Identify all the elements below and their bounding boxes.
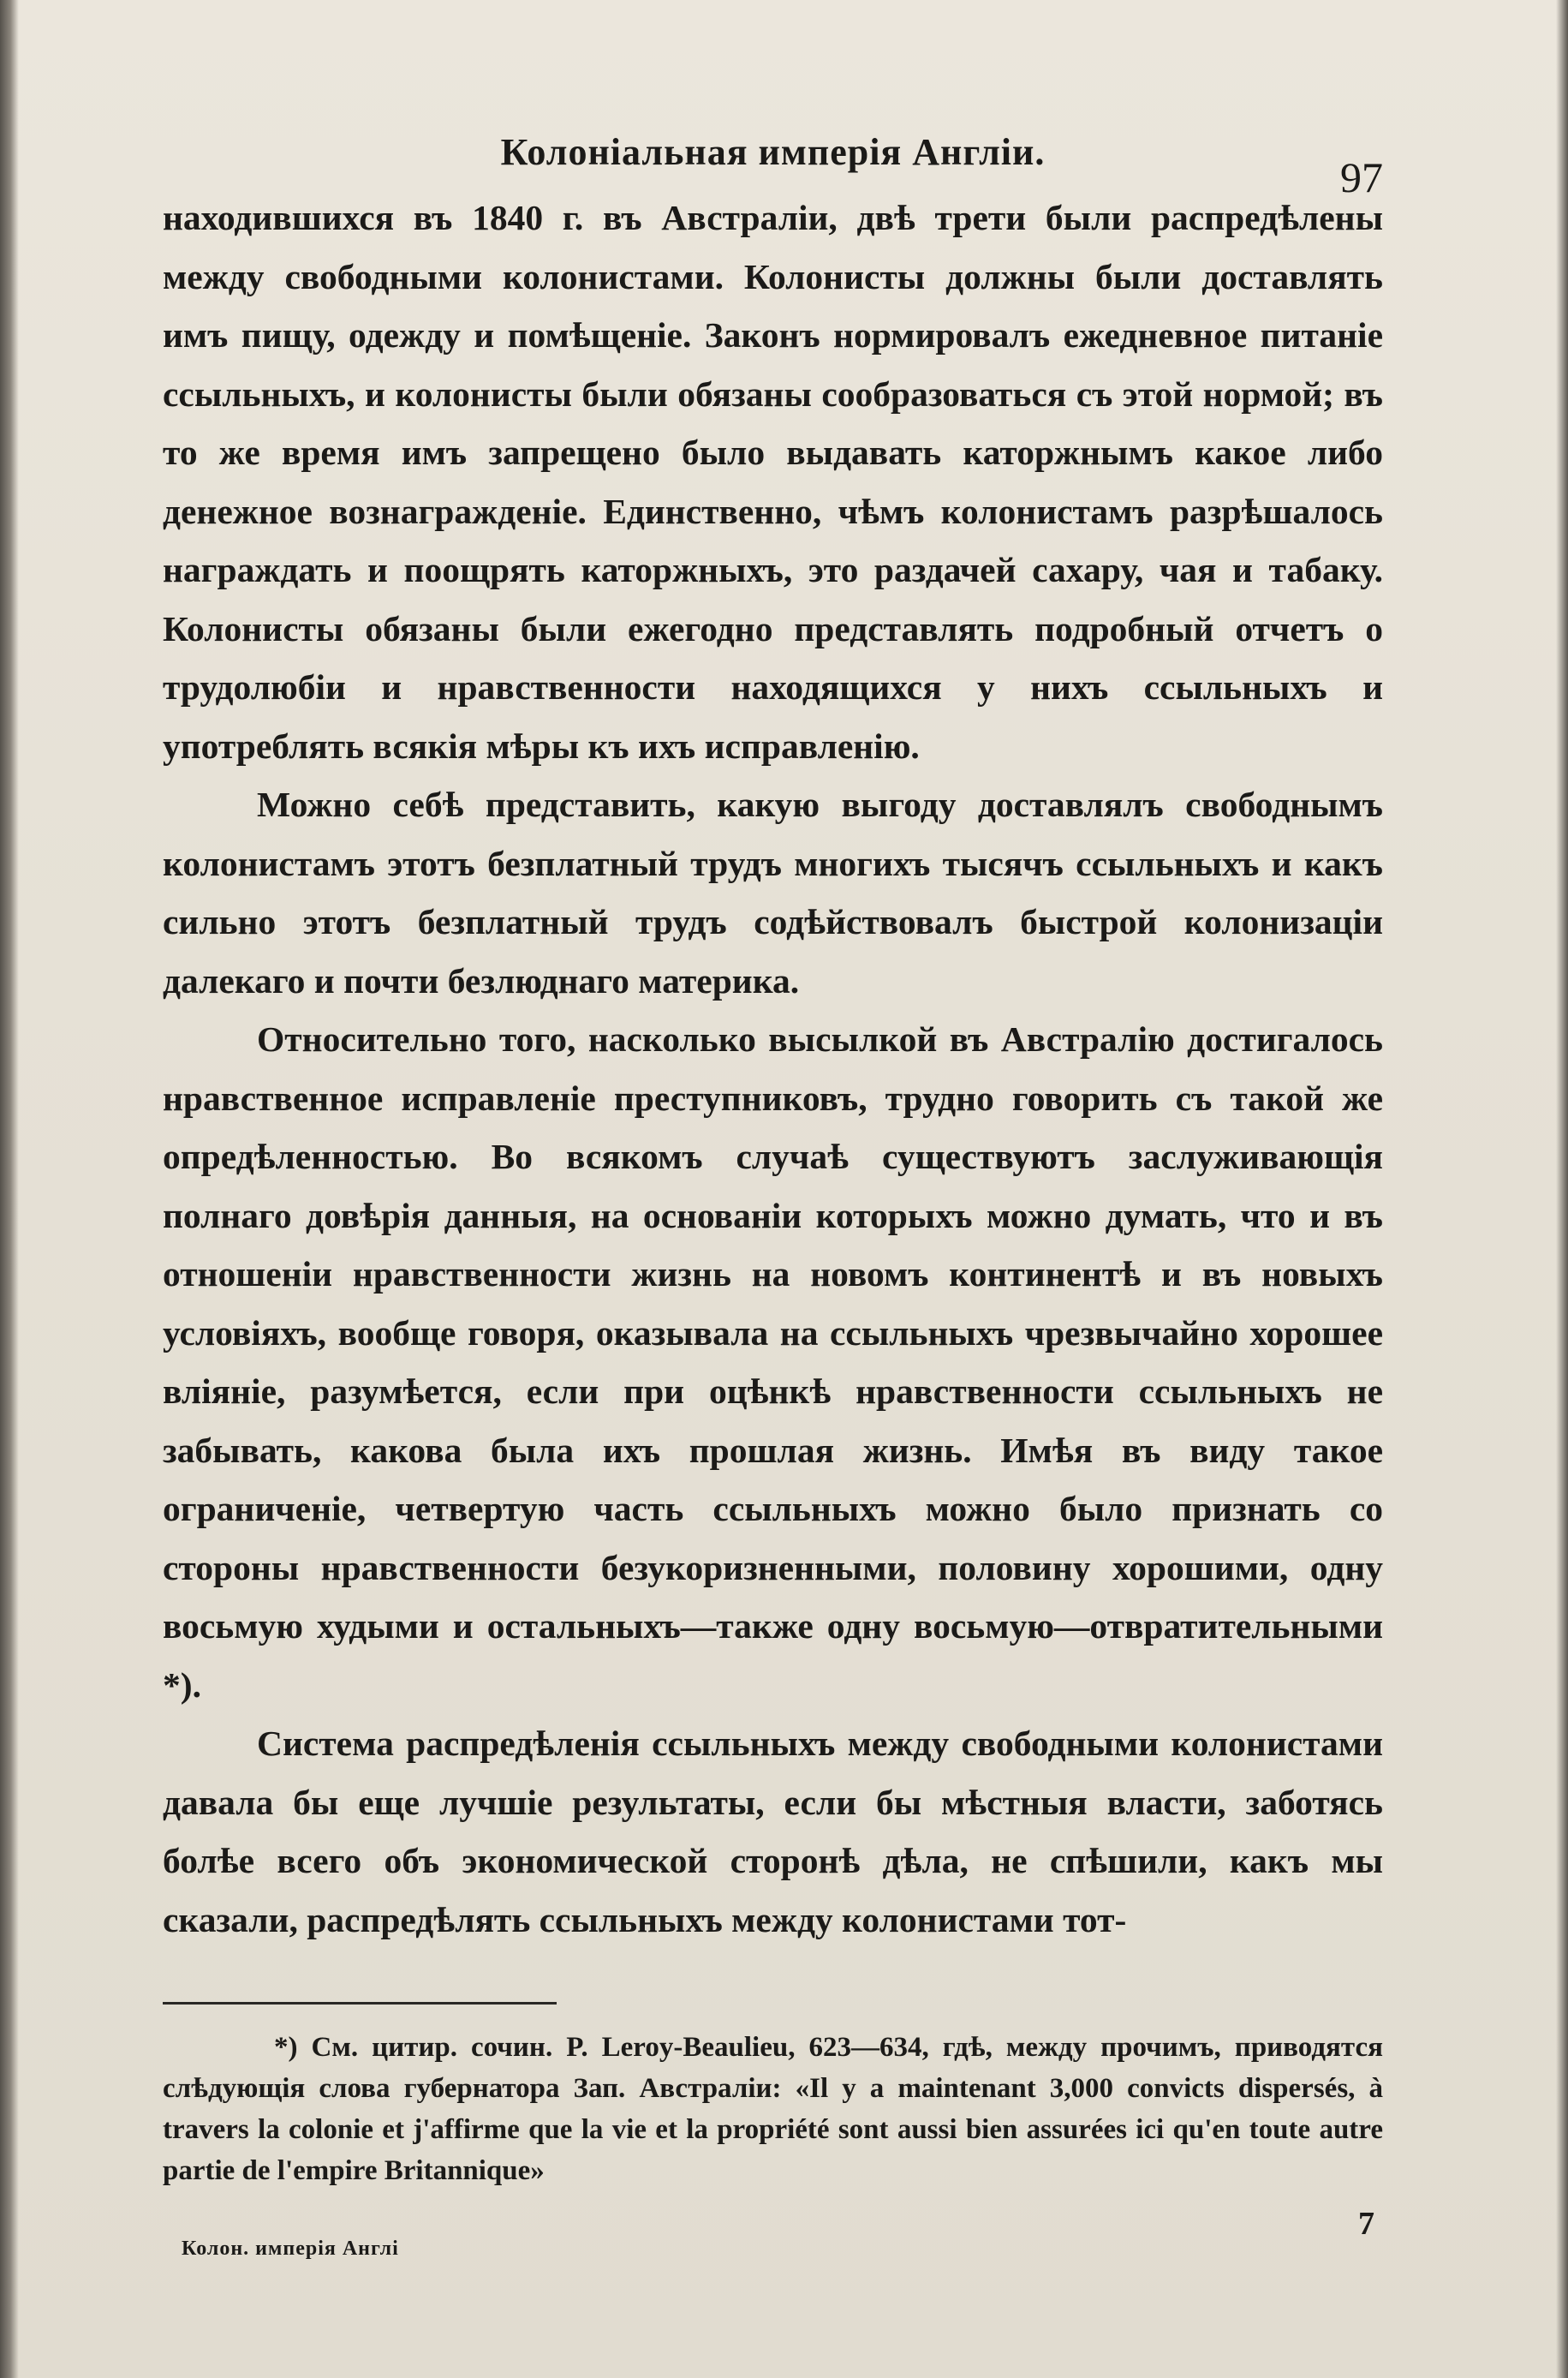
paragraph-continued: находившихся въ 1840 г. въ Австраліи, двѣ трети были распредѣлены между свободными колонистами. Колонисты должны были доставлять имъ пищу, одежду и помѣщеніе. Законъ нормировалъ ежедневное питаніе ссыльныхъ, и колонисты были обязаны сообразоваться съ этой нормой; въ то же время имъ запрещено было выдавать каторжнымъ какое либо денежное вознагражденіе. Единственно, чѣмъ колонистамъ разрѣшалось награждать и поощрять каторжныхъ, это раздачей сахару, чая и табаку. Колонисты обязаны были ежегодно представлять подробный отчетъ о трудолюбіи и нравственности находящихся у нихъ ссыльныхъ и употреблять всякія мѣры къ ихъ исправленію.: [163, 198, 1383, 766]
page-content: [163, 111, 1383, 2277]
printer-signature: Колон. имперія Англі: [182, 2238, 399, 2260]
running-title: Колоніальная имперія Англіи.: [500, 131, 1046, 173]
paragraph: Система распредѣленія ссыльныхъ между свободными колонистами давала бы еще лучшіе результаты, если бы мѣстныя власти, заботясь болѣе всего объ экономической сторонѣ дѣла, не спѣшили, какъ мы сказали, распредѣлять ссыльныхъ между колонистами тот-: [163, 1724, 1383, 1939]
footnote: *) См. цитир. сочин. P. Leroy-Beaulieu, 623—634, гдѣ, между прочимъ, приводятся слѣдующія слова губернатора Зап. Австраліи: «Il y a maintenant 3,000 convicts dispersés, à travers la colonie et j'affirme que la vie et la propriété sont aussi bien assurées ici qu'en toute autre partie de l'empire Britannique»: [163, 2032, 1383, 2186]
page-edge-shadow-right: [1556, 0, 1568, 2378]
page-edge-shadow-left: [0, 0, 19, 2378]
paragraph: Относительно того, насколько высылкой въ Австралію достигалось нравственное исправленіе преступниковъ, трудно говорить съ такой же опредѣленностью. Во всякомъ случаѣ существуютъ заслуживающія полнаго довѣрія данныя, на основаніи которыхъ можно думать, что и въ отношеніи нравственности жизнь на новомъ континентѣ и въ новыхъ условіяхъ, вообще говоря, оказывала на ссыльныхъ чрезвычайно хорошее вліяніе, разумѣется, если при оцѣнкѣ нравственности ссыльныхъ не забывать, какова была ихъ прошлая жизнь. Имѣя въ виду такое ограниченіе, четвертую часть ссыльныхъ можно было признать со стороны нравственности безукоризненными, половину хорошими, одну восьмую худыми и остальныхъ—также одну восьмую—отвратительными *).: [163, 1019, 1383, 1705]
body-text: [163, 188, 1383, 1949]
signature-row: [163, 2200, 1383, 2277]
footnote-rule: [163, 2002, 557, 2005]
page-number: 97: [1340, 153, 1383, 201]
paragraph: Можно себѣ представить, какую выгоду доставлялъ свободнымъ колонистамъ этотъ безплатный трудъ многихъ тысячъ ссыльныхъ и какъ сильно этотъ безплатный трудъ содѣйствовалъ быстрой колонизаціи далекаго и почти безлюднаго материка.: [163, 785, 1383, 1001]
signature-mark: 7: [1358, 2206, 1374, 2242]
running-head: [163, 111, 1383, 201]
